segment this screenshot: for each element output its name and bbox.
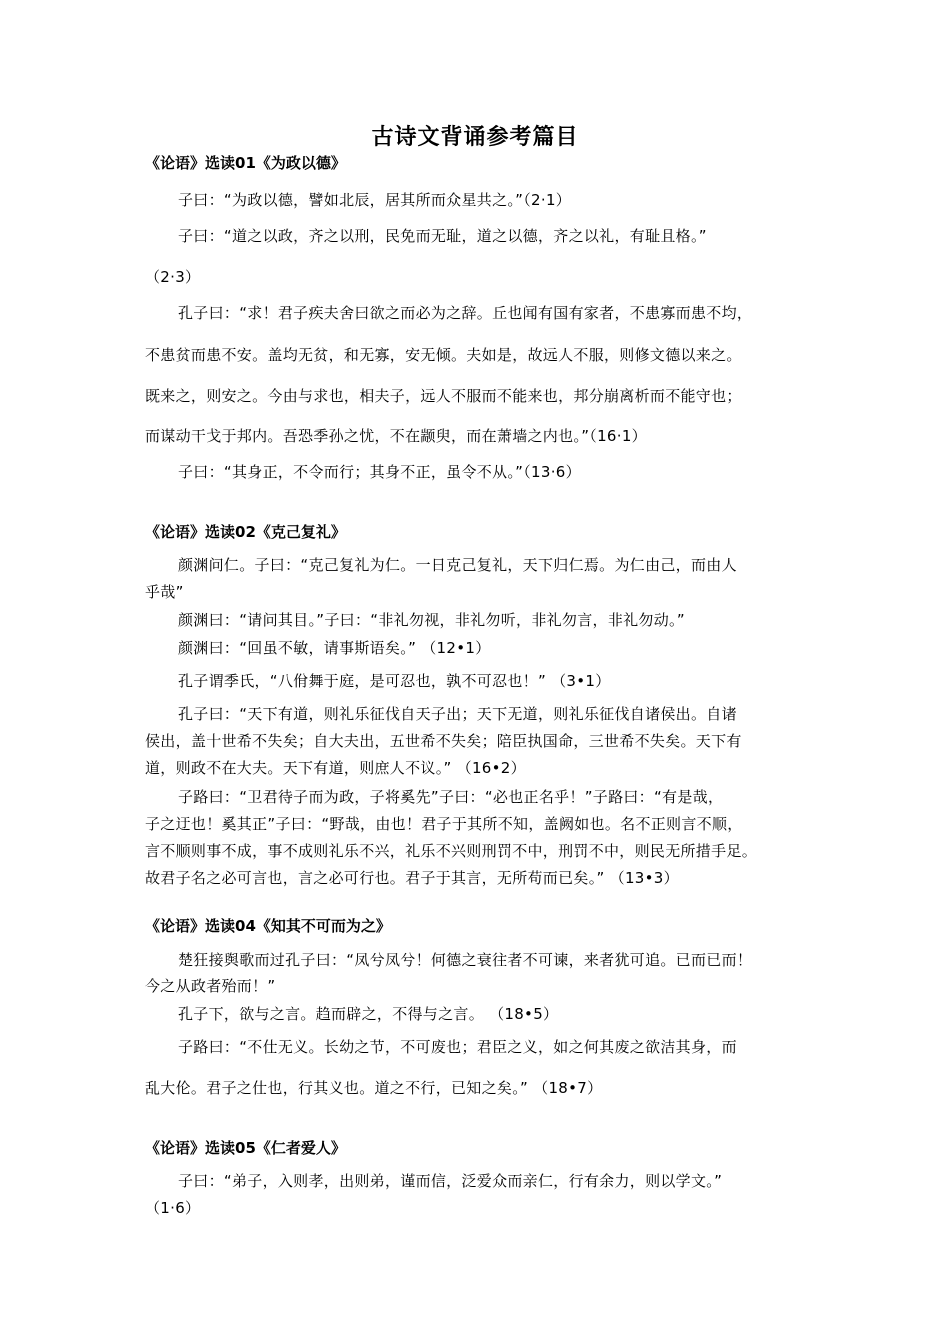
paragraph-line: 不患贫而患不安。盖均无贫，和无寡，安无倾。夫如是，故远人不服，则修文德以来之。 [145, 346, 742, 364]
paragraph-line: 言不顺则事不成，事不成则礼乐不兴，礼乐不兴则刑罚不中，刑罚不中，则民无所措手足。 [145, 842, 758, 860]
paragraph-line: 子路曰：“卫君待子而为政，子将奚先”子曰：“必也正名乎！”子路曰：“有是哉， [178, 788, 724, 806]
paragraph-line: 颜渊问仁。子曰：“克己复礼为仁。一日克己复礼，天下归仁焉。为仁由己，而由人 [178, 556, 737, 574]
paragraph-line: 侯出，盖十世希不失矣；自大夫出，五世希不失矣；陪臣执国命，三世希不失矣。天下有 [145, 732, 742, 750]
paragraph-line: 孔子谓季氏，“八佾舞于庭，是可忍也，孰不可忍也！” （3•1） [178, 672, 611, 690]
paragraph-line: 今之从政者殆而！” [145, 977, 276, 995]
page-title: 古诗文背诵参考篇目 [371, 124, 579, 150]
paragraph-line: 而谋动干戈于邦内。吾恐季孙之忧，不在颛臾，而在萧墙之内也。”（16·1） [145, 427, 647, 445]
paragraph-line: 子曰：“弟子，入则孝，出则弟，谨而信，泛爱众而亲仁，行有余力，则以学文。” [178, 1172, 723, 1190]
section-heading-02: 《论语》选读02《克己复礼》 [145, 523, 346, 541]
paragraph-line: 子曰：“其身正，不令而行；其身不正，虽令不从。”（13·6） [178, 463, 581, 481]
paragraph-line: 孔子下，欲与之言。趋而辟之，不得与之言。 （18•5） [178, 1005, 559, 1023]
section-heading-05: 《论语》选读05《仁者爱人》 [145, 1139, 346, 1157]
paragraph-line: 乱大伦。君子之仕也，行其义也。道之不行，已知之矣。” （18•7） [145, 1079, 603, 1097]
section-heading-04: 《论语》选读04《知其不可而为之》 [145, 917, 391, 935]
paragraph-line: 楚狂接舆歌而过孔子曰：“凤兮凤兮！何德之衰往者不可谏，来者犹可追。已而已而！ [178, 951, 753, 969]
paragraph-line: 颜渊曰：“请问其目。”子曰：“非礼勿视，非礼勿听，非礼勿言，非礼勿动。” [178, 611, 685, 629]
paragraph-line: 道，则政不在大夫。天下有道，则庶人不议。” （16•2） [145, 759, 526, 777]
paragraph-line: 子曰：“道之以政，齐之以刑，民免而无耻，道之以德，齐之以礼，有耻且格。” [178, 227, 707, 245]
paragraph-line: 故君子名之必可言也，言之必可行也。君子于其言，无所苟而已矣。” （13•3） [145, 869, 679, 887]
paragraph-line: 子之迂也！奚其正”子曰：“野哉，由也！君子于其所不知，盖阙如也。名不正则言不顺， [145, 815, 743, 833]
paragraph-line: 孔子曰：“天下有道，则礼乐征伐自天子出；天下无道，则礼乐征伐自诸侯出。自诸 [178, 705, 737, 723]
paragraph-line: 子路曰：“不仕无义。长幼之节，不可废也；君臣之义，如之何其废之欲洁其身，而 [178, 1038, 737, 1056]
section-heading-01: 《论语》选读01《为政以德》 [145, 154, 346, 172]
paragraph-line: 既来之，则安之。今由与求也，相夫子，远人不服而不能来也，邦分崩离析而不能守也； [145, 387, 742, 405]
paragraph-line: （1·6） [145, 1199, 201, 1217]
paragraph-line: 孔子曰：“求！君子疾夫舍曰欲之而必为之辞。丘也闻有国有家者，不患寡而患不均， [178, 304, 753, 322]
paragraph-line: 乎哉” [145, 583, 184, 601]
paragraph-line: （2·3） [145, 268, 201, 286]
paragraph-line: 颜渊曰：“回虽不敏，请事斯语矣。” （12•1） [178, 639, 491, 657]
paragraph-line: 子曰：“为政以德，譬如北辰，居其所而众星共之。”（2·1） [178, 191, 572, 209]
